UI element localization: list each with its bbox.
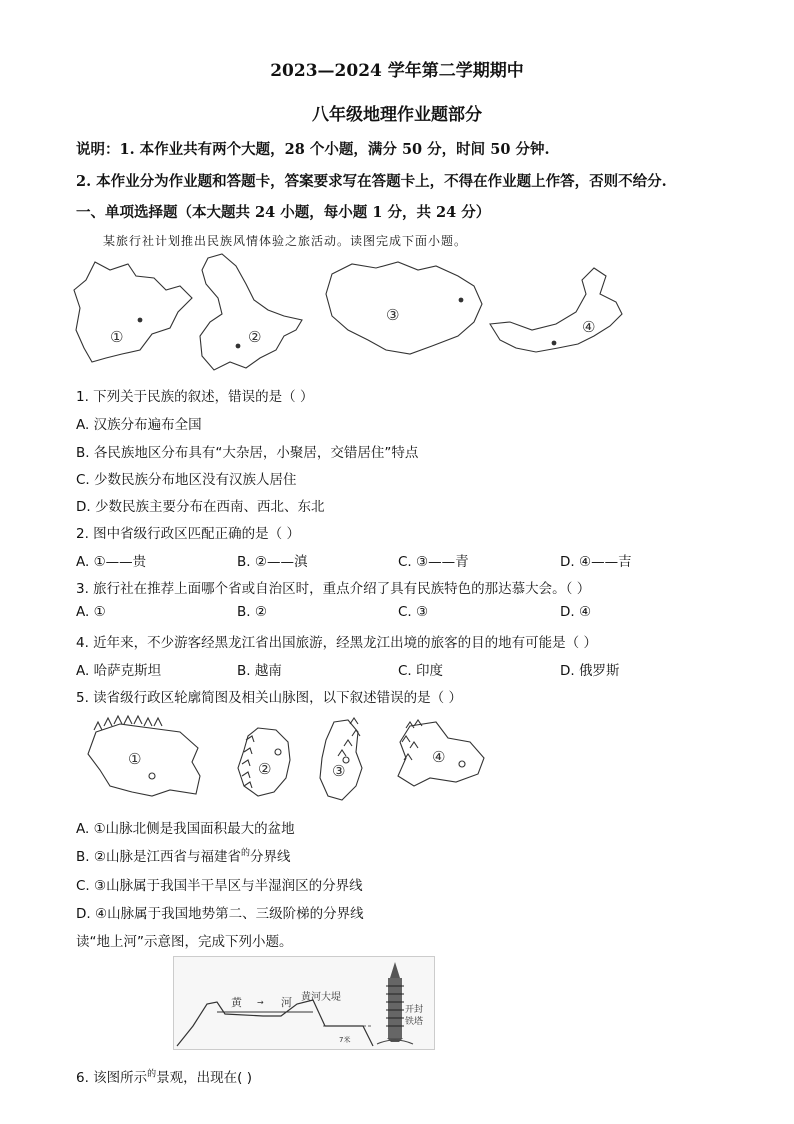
q2-option-b: B. ②——滇 — [237, 554, 308, 570]
mountain-maps-figure — [80, 712, 480, 812]
q5-option-b-tail: 分界线 — [249, 849, 291, 865]
exam-title: 2023—2024 学年第二学期期中 — [270, 61, 524, 81]
map-label-2: ② — [248, 328, 262, 346]
q5-option-d: D. ④山脉属于我国地势第二、三级阶梯的分界线 — [76, 906, 364, 922]
mountain-outline-3 — [320, 720, 362, 800]
q6-stem-prefix: 6. 该图所示 — [76, 1070, 148, 1086]
q2-option-a: A. ①——贵 — [76, 554, 147, 570]
note-line-2: 2. 本作业分为作业题和答题卡，答案要求写在答题卡上，不得在作业题上作答，否则不给分. — [76, 173, 667, 190]
q3-option-a: A. ① — [76, 604, 106, 620]
province-outline-3 — [326, 262, 482, 354]
mountain-label-4: ④ — [432, 748, 446, 766]
province-outline-2 — [200, 254, 302, 370]
q3-option-c: C. ③ — [398, 604, 429, 620]
q1-stem: 1. 下列关于民族的叙述，错误的是（ ） — [76, 389, 314, 405]
label-7m: 7米 — [339, 1036, 351, 1044]
label-dike: 黄河大堤 — [301, 992, 341, 1003]
capital-dot-m3 — [343, 757, 349, 763]
q4-option-a: A. 哈萨克斯坦 — [76, 663, 162, 679]
q5-option-b-text: B. ②山脉是江西省与福建省 — [76, 849, 241, 865]
province-outline-4 — [490, 268, 622, 352]
q5-option-b — [76, 845, 290, 865]
map-label-1: ① — [110, 328, 124, 346]
q1-option-d: D. 少数民族主要分布在西南、西北、东北 — [76, 499, 325, 515]
label-tower: 铁塔 — [405, 1017, 424, 1027]
q6-stem-suffix: 景观，出现在( ) — [156, 1070, 253, 1086]
q5-option-c: C. ③山脉属于我国半干旱区与半湿润区的分界线 — [76, 878, 363, 894]
mountain-outline-1 — [88, 724, 200, 796]
q5-option-a: A. ①山脉北侧是我国面积最大的盆地 — [76, 821, 295, 837]
capital-dot-m2 — [275, 749, 281, 755]
note-line-1: 说明：1. 本作业共有两个大题，28 个小题，满分 50 分，时间 50 分钟. — [76, 141, 550, 158]
capital-dot-1 — [138, 318, 143, 323]
section-intro: 某旅行社计划推出民族风情体验之旅活动。读图完成下面小题。 — [103, 234, 468, 248]
capital-dot-m1 — [149, 773, 155, 779]
q4-option-d: D. 俄罗斯 — [560, 663, 620, 679]
mountain-label-1: ① — [128, 750, 142, 768]
q1-option-b: B. 各民族地区分布具有“大杂居，小聚居，交错居住”特点 — [76, 445, 419, 461]
q3-option-d: D. ④ — [560, 604, 592, 620]
q3-stem: 3. 旅行社在推荐上面哪个省或自治区时，重点介绍了具有民族特色的那达慕大会。（ ） — [76, 581, 591, 597]
label-he: 河 — [281, 996, 292, 1009]
q4-stem: 4. 近年来，不少游客经黑龙江省出国旅游，经黑龙江出境的旅客的目的地有可能是（ ） — [76, 635, 597, 651]
q4-option-b: B. 越南 — [237, 663, 282, 679]
q2-stem: 2. 图中省级行政区匹配正确的是（ ） — [76, 526, 300, 542]
q5-option-b-sup: 的 — [240, 848, 250, 859]
map-label-3: ③ — [386, 306, 400, 324]
label-arrow: → — [257, 998, 264, 1007]
q2-option-d: D. ④——吉 — [560, 554, 632, 570]
province-maps-figure — [70, 250, 630, 380]
capital-dot-2 — [236, 344, 241, 349]
mountain-label-2: ② — [258, 760, 272, 778]
q1-option-a: A. 汉族分布遍布全国 — [76, 417, 202, 433]
mountain-label-3: ③ — [332, 762, 346, 780]
map-label-4: ④ — [582, 318, 596, 336]
mountain-ticks-2 — [242, 736, 254, 788]
section-heading: 一、单项选择题（本大题共 24 小题，每小题 1 分，共 24 分） — [76, 204, 491, 221]
label-huang: 黄 — [231, 996, 242, 1009]
q4-option-c: C. 印度 — [398, 663, 444, 679]
q6-stem-sup: 的 — [147, 1069, 157, 1080]
province-outline-1 — [74, 262, 192, 362]
capital-dot-4 — [552, 341, 557, 346]
label-kaifeng: 开封 — [405, 1005, 424, 1015]
q5-stem: 5. 读省级行政区轮廓简图及相关山脉图，以下叙述错误的是（ ） — [76, 690, 462, 706]
capital-dot-3 — [459, 298, 464, 303]
q2-option-c: C. ③——青 — [398, 554, 469, 570]
capital-dot-m4 — [459, 761, 465, 767]
q1-option-c: C. 少数民族分布地区没有汉族人居住 — [76, 472, 297, 488]
reading-prompt: 读“地上河”示意图，完成下列小题。 — [76, 934, 293, 950]
exam-subtitle: 八年级地理作业题部分 — [312, 105, 482, 125]
elevated-river-figure — [173, 956, 435, 1050]
q6-stem — [76, 1066, 252, 1086]
q3-option-b: B. ② — [237, 604, 267, 620]
